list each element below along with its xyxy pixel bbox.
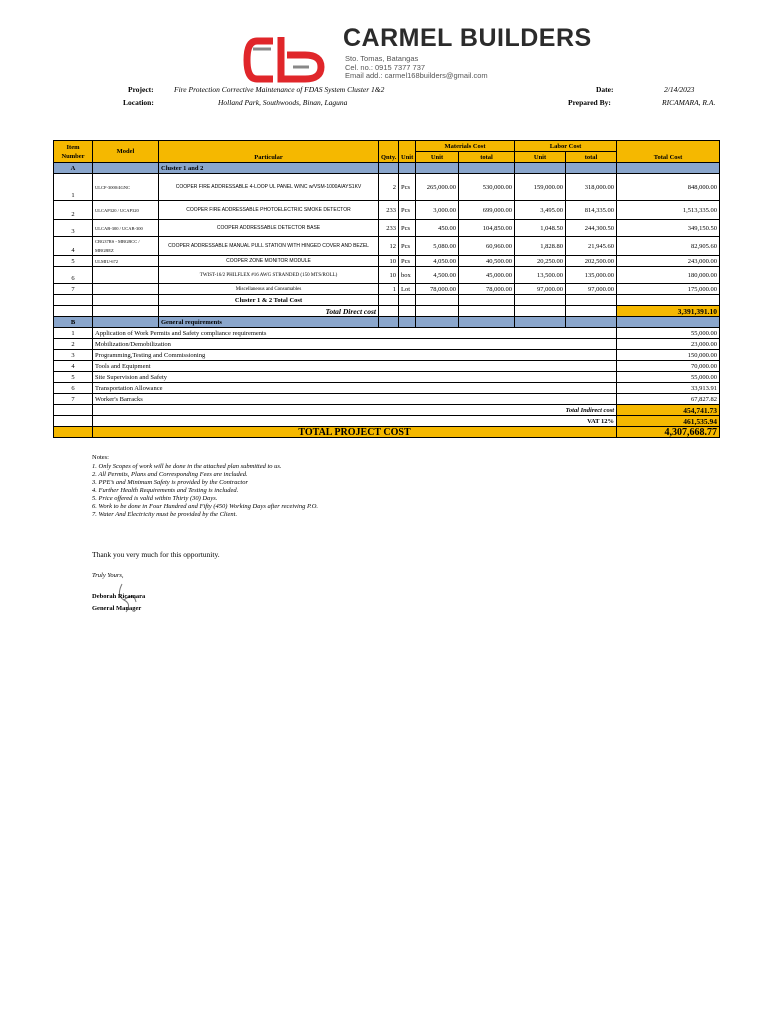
signer-name: Deborah Ricamara (92, 593, 146, 600)
item-labor-total: 135,000.00 (566, 267, 617, 284)
project-label: Project: (128, 85, 154, 94)
general-total: 55,000.00 (617, 328, 720, 339)
item-total: 175,000.00 (617, 284, 720, 295)
qty-header: Qnty. (379, 141, 399, 163)
item-total: 1,513,335.00 (617, 201, 720, 220)
item-material-total: 699,000.00 (459, 201, 515, 220)
general-no: 7 (54, 394, 93, 405)
cluster-total-row (54, 295, 720, 306)
section-letter: B (54, 317, 93, 328)
item-labor-unit: 13,500.00 (515, 267, 566, 284)
general-particular: Programming,Testing and Commissioning (93, 350, 617, 361)
company-email: Email add.: carmel168builders@gmail.com (345, 71, 488, 80)
table-header-row-1 (54, 141, 720, 152)
note-item: 4. Further Health Requirements and Testing is included. (92, 487, 239, 494)
indirect-cost-value: 454,741.73 (617, 405, 720, 416)
item-no: 3 (54, 220, 93, 237)
item-labor-unit: 3,495.00 (515, 201, 566, 220)
prepared-by-label: Prepared By: (568, 98, 611, 107)
unit-header: Unit (399, 141, 416, 163)
item-material-unit: 5,080.00 (416, 237, 459, 256)
company-contact (345, 55, 488, 81)
quotation-table (53, 140, 720, 438)
general-no: 1 (54, 328, 93, 339)
item-qty: 233 (379, 201, 399, 220)
item-model: ULCAB-300 / UCAB-300 (93, 220, 159, 237)
total-cost-header: Total Cost (617, 141, 720, 163)
item-labor-total: 318,000.00 (566, 174, 617, 201)
item-particular: COOPER ADDRESSABLE DETECTOR BASE (159, 220, 379, 237)
note-item: 6. Work to be done in Four Hundred and Fifty (450) Working Days after receiving P.O. (92, 503, 319, 510)
item-total: 243,000.00 (617, 256, 720, 267)
labor-total-header: total (566, 152, 617, 163)
general-total: 55,000.00 (617, 372, 720, 383)
item-qty: 233 (379, 220, 399, 237)
general-row (54, 350, 720, 361)
general-particular: Application of Work Permits and Safety compliance requirements (93, 328, 617, 339)
item-qty: 1 (379, 284, 399, 295)
item-labor-total: 21,945.60 (566, 237, 617, 256)
item-labor-unit: 159,000.00 (515, 174, 566, 201)
project-total-value: 4,307,668.77 (617, 427, 720, 438)
item-particular: COOPER FIRE ADDRESSABLE PHOTOELECTRIC SMOKE DETECTOR (159, 201, 379, 220)
item-labor-total: 814,335.00 (566, 201, 617, 220)
vat-row (54, 416, 720, 427)
general-no: 5 (54, 372, 93, 383)
item-material-unit: 265,000.00 (416, 174, 459, 201)
table-row (54, 256, 720, 267)
vat-value: 461,535.94 (617, 416, 720, 427)
materials-unit-header: Unit (416, 152, 459, 163)
item-labor-unit: 20,250.00 (515, 256, 566, 267)
general-particular: Site Supervision and Safety (93, 372, 617, 383)
location-value: Holland Park, Southwoods, Binan, Laguna (218, 98, 348, 107)
company-address: Sto. Tomas, Batangas (345, 54, 419, 63)
item-material-unit: 78,000.00 (416, 284, 459, 295)
item-model: CBG37RS - MBGBCC / MBGBEZ (93, 237, 159, 256)
general-row (54, 383, 720, 394)
item-total: 349,150.50 (617, 220, 720, 237)
item-total: 848,000.00 (617, 174, 720, 201)
model-header: Model (93, 141, 159, 163)
item-material-unit: 3,000.00 (416, 201, 459, 220)
direct-cost-value: 3,391,391.10 (617, 306, 720, 317)
direct-cost-label: Total Direct cost (159, 306, 379, 317)
general-total: 67,827.82 (617, 394, 720, 405)
company-phone: Cel. no.: 0915 7377 737 (345, 62, 426, 72)
general-particular: Transportation Allowance (93, 383, 617, 394)
general-particular: Tools and Equipment (93, 361, 617, 372)
item-unit: Pcs (399, 220, 416, 237)
item-particular: Miscellaneous and Consumables (159, 284, 379, 295)
item-model: ULCAP320 / UCAP320 (93, 201, 159, 220)
section-title: General requirements (159, 317, 379, 328)
item-particular: COOPER ZONE MONITOR MODULE (159, 256, 379, 267)
project-total-label: TOTAL PROJECT COST (93, 427, 617, 438)
item-unit: Lot (399, 284, 416, 295)
table-row (54, 237, 720, 256)
item-unit: box (399, 267, 416, 284)
note-item: 3. PPE’s and Minimum Safety is provided by the Contractor (92, 479, 248, 486)
item-unit: Pcs (399, 174, 416, 201)
section-letter: A (54, 163, 93, 174)
company-logo (243, 33, 331, 87)
item-no: 1 (54, 174, 93, 201)
table-row (54, 174, 720, 201)
item-qty: 2 (379, 174, 399, 201)
particular-header: Particular (159, 141, 379, 163)
section-a-row (54, 163, 720, 174)
cluster-total-label: Cluster 1 & 2 Total Cost (159, 295, 379, 306)
general-no: 2 (54, 339, 93, 350)
item-labor-unit: 1,048.50 (515, 220, 566, 237)
general-no: 6 (54, 383, 93, 394)
item-model (93, 284, 159, 295)
item-model (93, 267, 159, 284)
general-total: 23,000.00 (617, 339, 720, 350)
general-particular: Mobilization/Demobilization (93, 339, 617, 350)
general-total: 150,000.00 (617, 350, 720, 361)
company-name: CARMEL BUILDERS (343, 24, 592, 52)
item-qty: 12 (379, 237, 399, 256)
item-material-total: 104,850.00 (459, 220, 515, 237)
general-no: 3 (54, 350, 93, 361)
item-model: ULMIU-672 (93, 256, 159, 267)
item-material-total: 530,000.00 (459, 174, 515, 201)
notes-title: Notes: (92, 454, 109, 461)
materials-cost-header: Materials Cost (416, 141, 515, 152)
general-total: 70,000.00 (617, 361, 720, 372)
general-row (54, 372, 720, 383)
indirect-cost-label: Total Indirect cost (93, 405, 617, 416)
item-no: 2 (54, 201, 93, 220)
general-row (54, 394, 720, 405)
table-row (54, 201, 720, 220)
item-labor-unit: 97,000.00 (515, 284, 566, 295)
general-particular: Worker's Barracks (93, 394, 617, 405)
item-material-total: 78,000.00 (459, 284, 515, 295)
item-labor-total: 244,300.50 (566, 220, 617, 237)
general-row (54, 339, 720, 350)
general-total: 33,913.91 (617, 383, 720, 394)
item-number-header: Item Number (54, 141, 93, 163)
item-labor-total: 202,500.00 (566, 256, 617, 267)
item-material-total: 40,500.00 (459, 256, 515, 267)
item-qty: 10 (379, 267, 399, 284)
item-material-unit: 450.00 (416, 220, 459, 237)
indirect-cost-row (54, 405, 720, 416)
item-material-total: 45,000.00 (459, 267, 515, 284)
item-no: 4 (54, 237, 93, 256)
table-row (54, 267, 720, 284)
item-unit: Pcs (399, 256, 416, 267)
general-no: 4 (54, 361, 93, 372)
date-label: Date: (596, 85, 614, 94)
table-row (54, 284, 720, 295)
item-particular: COOPER ADDRESSABLE MANUAL PULL STATION WITH HINGED COVER AND BEZEL (159, 237, 379, 256)
item-particular: COOPER FIRE ADDRESSABLE 4-LOOP UL PANEL W/NC w/VSM-1000A/AYS1KV (159, 174, 379, 201)
note-item: 7. Water And Electricity must be provided by the Client. (92, 511, 238, 518)
date-value: 2/14/2023 (664, 85, 695, 94)
item-unit: Pcs (399, 201, 416, 220)
note-item: 2. All Permits, Plans and Corresponding Fees are included. (92, 471, 248, 478)
direct-cost-row (54, 306, 720, 317)
item-no: 6 (54, 267, 93, 284)
note-item: 5. Price offered is valid within Thirty (30) Days. (92, 495, 218, 502)
labor-unit-header: Unit (515, 152, 566, 163)
vat-label: VAT 12% (93, 416, 617, 427)
item-particular: TWIST-16/2 PHILFLEX #16 AWG STRANDED (150 MTS/ROLL) (159, 267, 379, 284)
table-row (54, 220, 720, 237)
materials-total-header: total (459, 152, 515, 163)
item-total: 180,000.00 (617, 267, 720, 284)
project-value: Fire Protection Corrective Maintenance of FDAS System Cluster 1&2 (174, 85, 385, 94)
item-material-unit: 4,500.00 (416, 267, 459, 284)
item-no: 5 (54, 256, 93, 267)
project-total-row (54, 427, 720, 438)
item-material-total: 60,960.00 (459, 237, 515, 256)
notes-section (92, 454, 318, 519)
section-b-row (54, 317, 720, 328)
location-label: Location: (123, 98, 154, 107)
prepared-by-value: RICAMARA, R.A. (662, 98, 716, 107)
item-no: 7 (54, 284, 93, 295)
general-row (54, 361, 720, 372)
labor-cost-header: Labor Cost (515, 141, 617, 152)
item-total: 82,905.60 (617, 237, 720, 256)
item-unit: Pcs (399, 237, 416, 256)
signature-block (92, 591, 145, 615)
item-labor-total: 97,000.00 (566, 284, 617, 295)
closing-salutation: Truly Yours, (92, 572, 124, 579)
note-item: 1. Only Scopes of work will be done in the attached plan submitted to us. (92, 463, 282, 470)
item-labor-unit: 1,828.80 (515, 237, 566, 256)
section-title: Cluster 1 and 2 (159, 163, 379, 174)
signer-title: General Manager (92, 605, 142, 612)
general-row (54, 328, 720, 339)
item-material-unit: 4,050.00 (416, 256, 459, 267)
thank-you-text: Thank you very much for this opportunity. (92, 550, 220, 559)
item-qty: 10 (379, 256, 399, 267)
item-model: ULCF-3000/4GNC (93, 174, 159, 201)
